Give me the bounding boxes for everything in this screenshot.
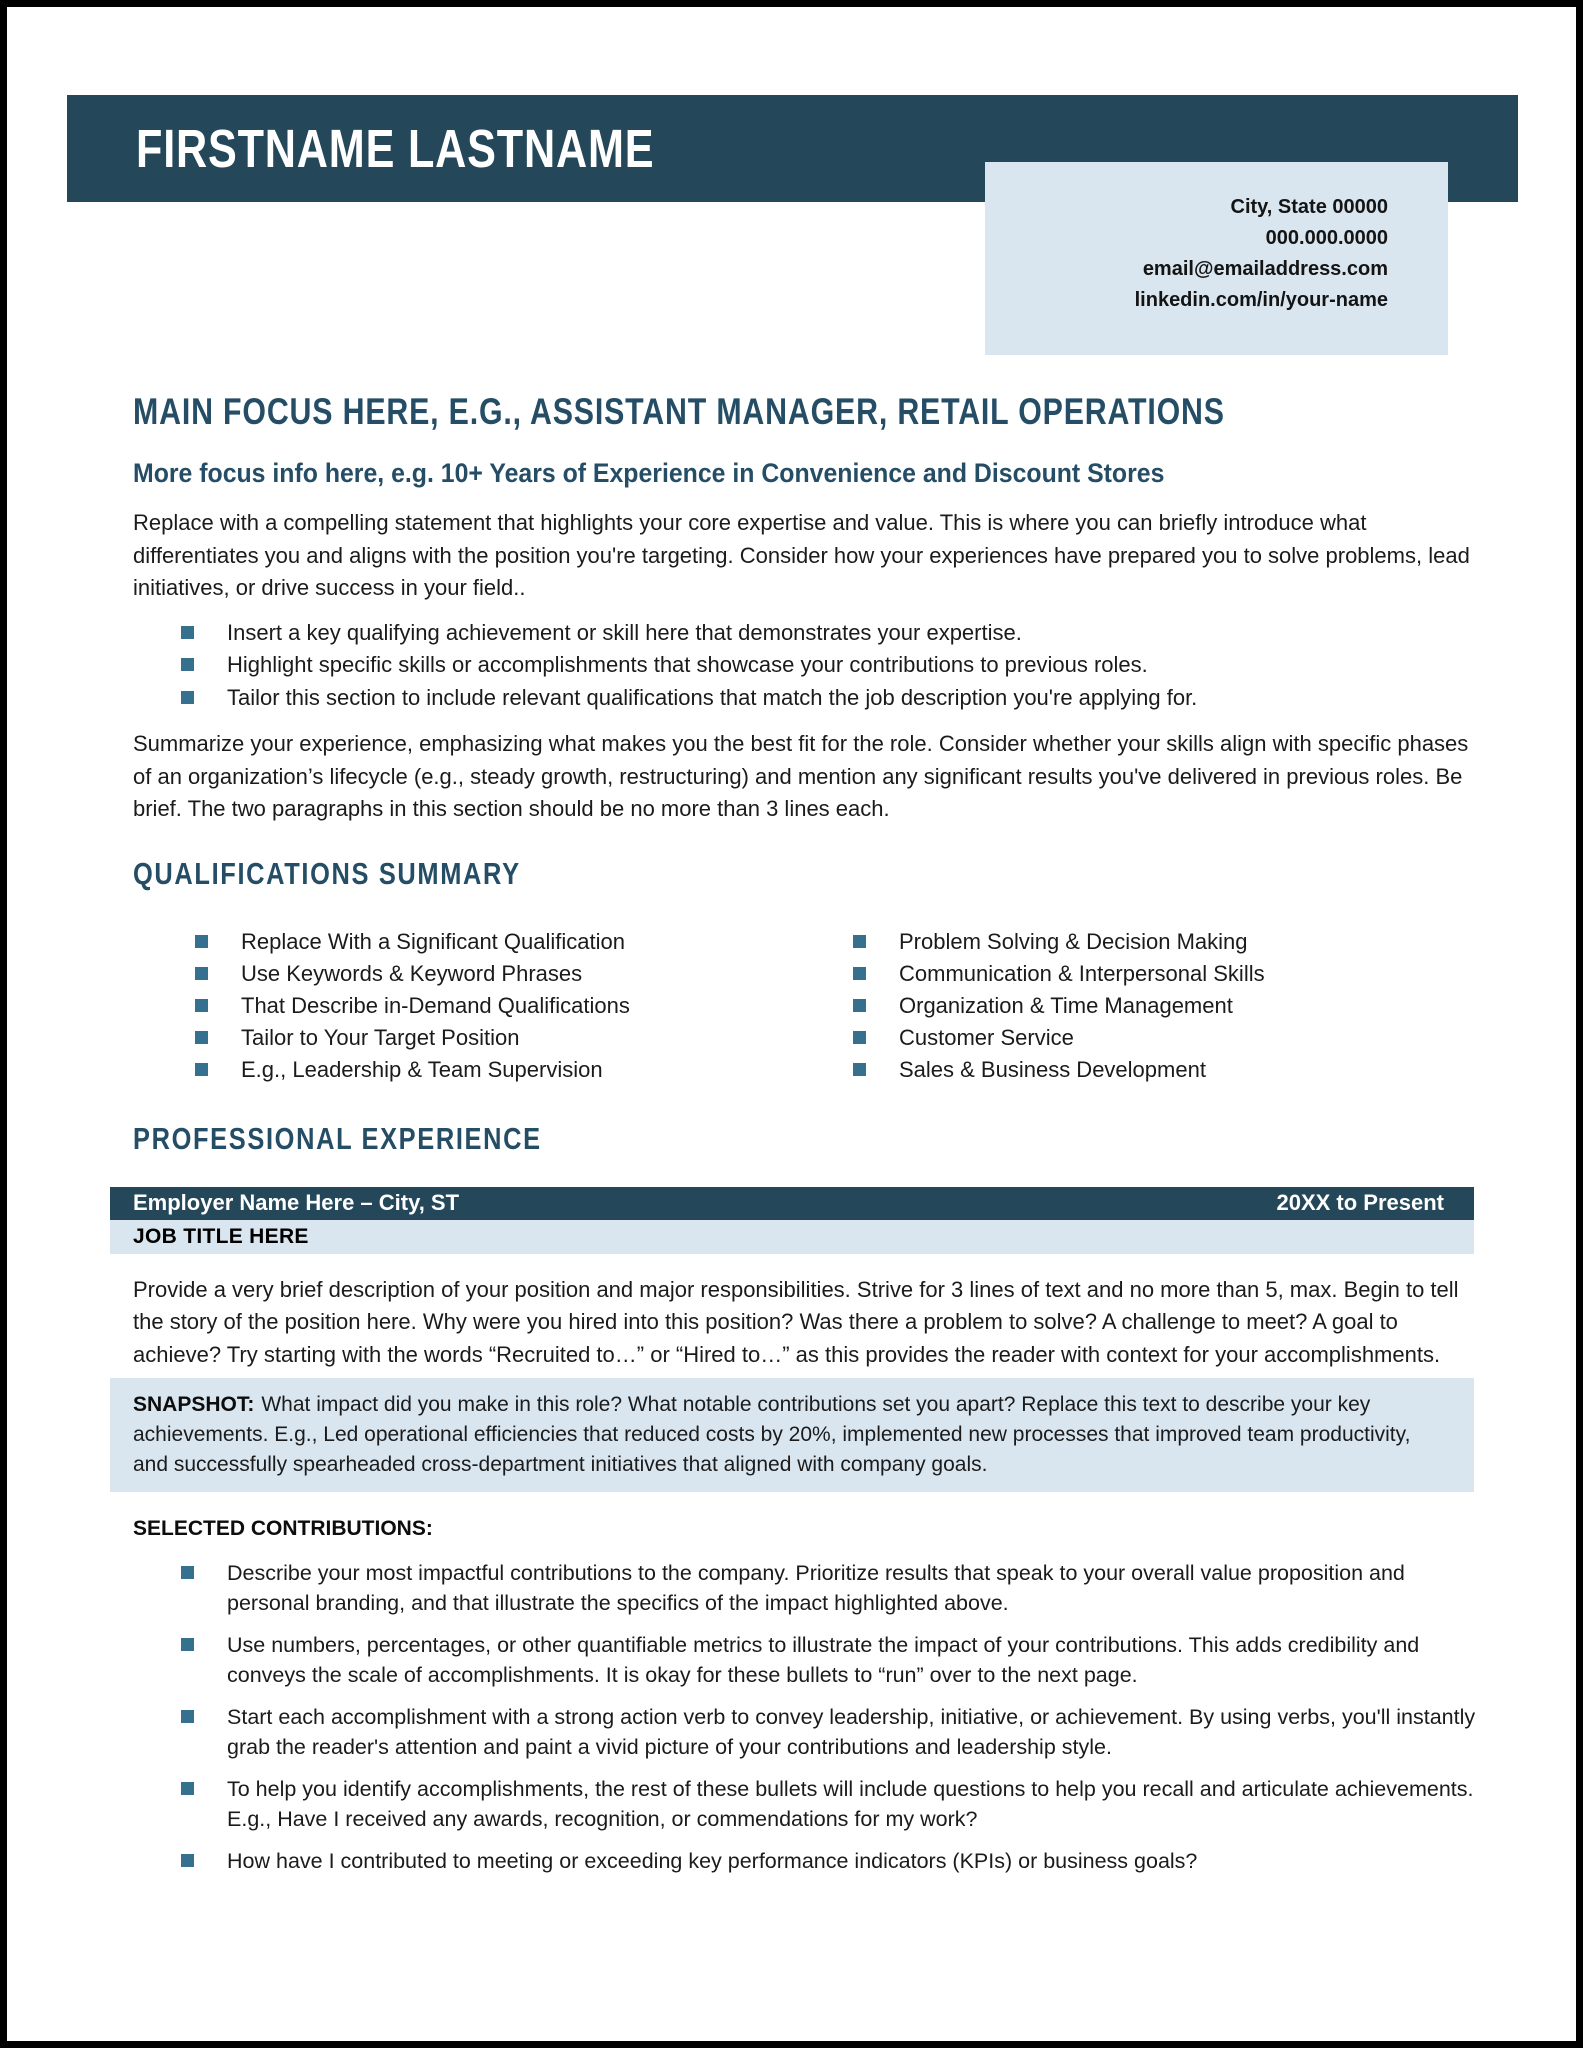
square-bullet-icon [853, 1063, 866, 1076]
snapshot-callout-box [110, 1378, 1474, 1492]
qualifications-grid [133, 926, 1490, 1086]
square-bullet-icon [853, 935, 866, 948]
list-item: Tailor to Your Target Position [195, 1022, 853, 1054]
square-bullet-icon [195, 1031, 208, 1044]
list-item: Start each accomplishment with a strong action verb to convey leadership, initiative, or achievement. By using verbs, you'll instantly grab the reader's attention and paint a vivid picture of your contributions and leadership style. [133, 1702, 1490, 1762]
list-item: Problem Solving & Decision Making [853, 926, 1490, 958]
square-bullet-icon [195, 999, 208, 1012]
experience-section-heading: PROFESSIONAL EXPERIENCE [133, 1120, 542, 1156]
list-item: E.g., Leadership & Team Supervision [195, 1054, 853, 1086]
resume-body [133, 7, 1490, 1888]
qualifications-column-2 [853, 926, 1490, 1086]
contact-email: email@emailaddress.com [1142, 258, 1388, 280]
list-item: Replace With a Significant Qualification [195, 926, 853, 958]
list-item: Describe your most impactful contributions to the company. Prioritize results that speak to your overall value proposition and personal branding, and that illustrate the specifics of the impact highlighted above. [133, 1558, 1490, 1618]
square-bullet-icon [181, 1782, 194, 1795]
square-bullet-icon [181, 1854, 194, 1867]
square-bullet-icon [853, 967, 866, 980]
job-title: JOB TITLE HERE [133, 1224, 309, 1248]
square-bullet-icon [853, 1031, 866, 1044]
position-description-paragraph: Provide a very brief description of your position and major responsibilities. Strive for 3 lines of text and no more than 5, max. Begin to tell the story of the position here. Why were you hired into this position? Was there a problem to solve? A challenge to meet? A goal to achieve? Try starting with the words “Recruited to…” or “Hired to…” as this provides the reader with context for your accomplishments. [133, 1276, 1459, 1367]
snapshot-text: What impact did you make in this role? What notable contributions set you apart? Replace this text to describe your key achievements. E.g., Led operational efficiencies that reduced costs by 20%, implemented new processes that improved team productivity, and successfully spearheaded cross-department initiatives that aligned with company goals. [133, 1393, 1411, 1476]
list-item: To help you identify accomplishments, the rest of these bullets will include questions to help you recall and articulate achievements. E.g., Have I received any awards, recognition, or commendations for my work? [133, 1774, 1490, 1834]
square-bullet-icon [181, 1566, 194, 1579]
list-item: Use Keywords & Keyword Phrases [195, 958, 853, 990]
square-bullet-icon [181, 1710, 194, 1723]
list-item: Highlight specific skills or accomplishments that showcase your contributions to previous roles. [133, 649, 1490, 682]
list-item: Organization & Time Management [853, 990, 1490, 1022]
square-bullet-icon [195, 935, 208, 948]
qualifications-column-1 [133, 926, 853, 1086]
square-bullet-icon [181, 658, 194, 671]
square-bullet-icon [181, 691, 194, 704]
contact-location: City, State 00000 [1230, 196, 1388, 218]
contact-phone: 000.000.0000 [1265, 227, 1388, 249]
contact-linkedin: linkedin.com/in/your-name [1134, 289, 1388, 311]
employer-name: Employer Name Here – City, ST [133, 1190, 460, 1215]
summary-closing-paragraph: Summarize your experience, emphasizing what makes you the best fit for the role. Consider whether your skills align with specific phases of an organization’s lifecycle (e.g., steady growth, restructuring) and mention any significant results you've delivered in previous roles. Be brief. The two paragraphs in this section should be no more than 3 lines each. [133, 731, 1469, 821]
list-item: How have I contributed to meeting or exceeding key performance indicators (KPIs) or business goals? [133, 1846, 1490, 1876]
list-item: Use numbers, percentages, or other quantifiable metrics to illustrate the impact of your contributions. This adds credibility and conveys the scale of accomplishments. It is okay for these bullets to “run” over to the next page. [133, 1630, 1490, 1690]
square-bullet-icon [195, 1063, 208, 1076]
snapshot-label: SNAPSHOT: [133, 1393, 255, 1416]
contributions-list [133, 1558, 1490, 1876]
full-name: FIRSTNAME LASTNAME [136, 118, 655, 179]
list-item: Insert a key qualifying achievement or skill here that demonstrates your expertise. [133, 617, 1490, 650]
list-item: Communication & Interpersonal Skills [853, 958, 1490, 990]
square-bullet-icon [181, 1638, 194, 1651]
job-title-strip [110, 1220, 1474, 1254]
employer-header-bar [110, 1187, 1474, 1220]
square-bullet-icon [181, 626, 194, 639]
sub-focus-headline: More focus info here, e.g. 10+ Years of Experience in Convenience and Discount Stores [133, 458, 1165, 488]
employment-dates: 20XX to Present [1276, 1190, 1444, 1215]
main-focus-headline: MAIN FOCUS HERE, E.G., ASSISTANT MANAGER, RETAIL OPERATIONS [133, 391, 1225, 432]
list-item: Tailor this section to include relevant qualifications that match the job description you're applying for. [133, 682, 1490, 715]
summary-bullet-list [133, 617, 1490, 715]
square-bullet-icon [195, 967, 208, 980]
list-item: That Describe in-Demand Qualifications [195, 990, 853, 1022]
square-bullet-icon [853, 999, 866, 1012]
qualifications-section-heading: QUALIFICATIONS SUMMARY [133, 855, 521, 891]
list-item: Customer Service [853, 1022, 1490, 1054]
list-item: Sales & Business Development [853, 1054, 1490, 1086]
summary-intro-paragraph: Replace with a compelling statement that highlights your core expertise and value. This is where you can briefly introduce what differentiates you and aligns with the position you're targeting. Consider how your experiences have prepared you to solve problems, lead initiatives, or drive success in your field.. [133, 510, 1470, 600]
selected-contributions-heading: SELECTED CONTRIBUTIONS: [133, 1517, 433, 1540]
